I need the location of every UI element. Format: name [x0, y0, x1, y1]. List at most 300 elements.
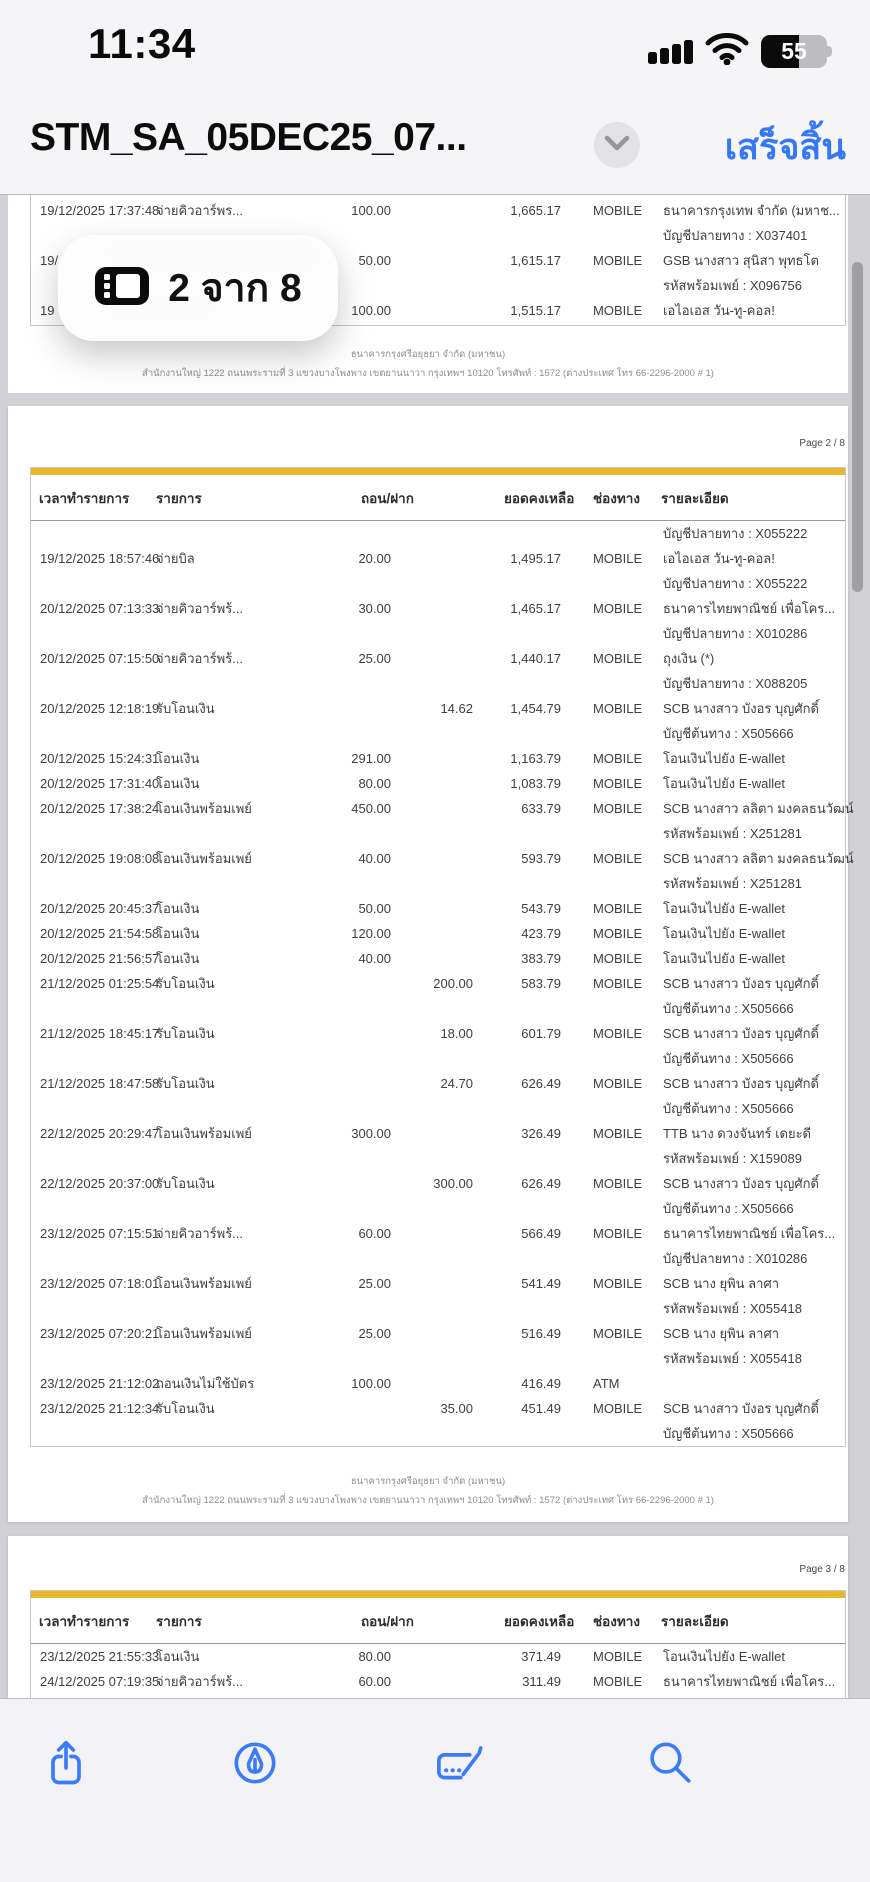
- bank-footer-line2: สำนักงานใหญ่ 1222 ถนนพระรามที่ 3 แขวงบางโพงพาง เขตยานนาวา กรุงเทพฯ 10120 โทรศัพท์ : 1572 (ต่างประเทศ โทร 66-2296-2000 # 1): [142, 368, 714, 379]
- detail-line-1: SCB นางสาว บังอร บุญศักดิ์: [663, 701, 819, 716]
- cell-time: 20/12/2025 21:56:57: [40, 951, 160, 966]
- cell-withdrawal: 50.00: [358, 253, 391, 268]
- cell-balance: 583.79: [521, 976, 561, 991]
- detail-line-1: GSB นางสาว สุนิสา พุทธโต: [663, 253, 819, 268]
- cell-balance: 326.49: [521, 1126, 561, 1141]
- cell-deposit: [391, 1644, 473, 1669]
- detail-line-2: บัญชีต้นทาง : X505666: [663, 1201, 794, 1216]
- header-channel: ช่องทาง: [593, 491, 640, 506]
- cell-details: [651, 971, 845, 1021]
- cell-balance: 1,083.79: [510, 776, 561, 791]
- cell-withdrawal: 40.00: [358, 951, 391, 966]
- cell-withdrawal: 300.00: [351, 1126, 391, 1141]
- table-row: [31, 921, 845, 946]
- cell-channel: MOBILE: [593, 253, 643, 268]
- bank-footer-line1: ธนาคารกรุงศรีอยุธยา จำกัด (มหาชน): [350, 1476, 506, 1487]
- detail-line-1: โอนเงินไปยัง E-wallet: [663, 926, 785, 941]
- cell-deposit: [391, 1121, 473, 1171]
- cell-withdrawal: 25.00: [358, 1326, 391, 1341]
- cell-channel: MOBILE: [593, 1076, 643, 1091]
- cell-channel: MOBILE: [593, 1126, 643, 1141]
- cell-balance: 626.49: [521, 1176, 561, 1191]
- cell-details: [651, 1644, 845, 1669]
- cell-channel: MOBILE: [593, 1026, 643, 1041]
- cell-description: รับโอนเงิน: [156, 1176, 215, 1191]
- cell-withdrawal: 291.00: [351, 751, 391, 766]
- detail-line-1: SCB นาง ยุพิน ลาศา: [663, 1276, 779, 1291]
- cell-channel: MOBILE: [593, 1649, 643, 1664]
- table-row: [31, 1021, 845, 1071]
- cell-details: [651, 1371, 845, 1396]
- cell-details: [651, 846, 854, 896]
- cell-withdrawal: [301, 521, 391, 546]
- cell-time: 23/12/2025 07:20:21: [40, 1326, 160, 1341]
- header-withdraw-deposit: ถอน/ฝาก: [361, 491, 414, 506]
- cell-description: รับโอนเงิน: [156, 701, 215, 716]
- chevron-down-icon: [604, 135, 630, 156]
- detail-line-1: ธนาคารไทยพาณิชย์ เพื่อโคร...: [663, 601, 836, 616]
- detail-line-1: SCB นางสาว บังอร บุญศักดิ์: [663, 976, 819, 991]
- cell-deposit: [391, 1371, 473, 1396]
- cell-description: จ่ายบิล: [156, 551, 195, 566]
- cell-description: โอนเงินพร้อมเพย์: [156, 801, 252, 816]
- detail-line-1: เอไอเอส วัน-ทู-คอล!: [663, 303, 775, 318]
- cell-channel: MOBILE: [593, 951, 643, 966]
- cell-withdrawal: 80.00: [358, 1649, 391, 1664]
- cell-details: [651, 596, 845, 646]
- cell-description: จ่ายคิวอาร์พร้...: [156, 1674, 244, 1689]
- table-row: [31, 896, 845, 921]
- cell-channel: MOBILE: [593, 851, 643, 866]
- bank-footer: [8, 345, 848, 383]
- search-icon: [644, 1776, 696, 1793]
- table-row: [31, 646, 845, 696]
- cell-balance: 423.79: [521, 926, 561, 941]
- cell-time: 20/12/2025 15:24:31: [40, 751, 160, 766]
- cell-time: 20/12/2025 07:13:33: [40, 601, 160, 616]
- statement-table: [30, 1590, 846, 1698]
- cell-deposit: [391, 248, 473, 298]
- cell-description: โอนเงิน: [156, 776, 200, 791]
- cell-deposit: [391, 1321, 473, 1371]
- cell-deposit: [391, 546, 473, 596]
- cell-details: [651, 521, 845, 546]
- table-body: [31, 1644, 845, 1694]
- cell-balance: 1,163.79: [510, 751, 561, 766]
- detail-line-1: โอนเงินไปยัง E-wallet: [663, 776, 785, 791]
- table-row: [31, 771, 845, 796]
- header-balance: ยอดคงเหลือ: [504, 491, 575, 506]
- markup-pen-icon: [229, 1776, 281, 1793]
- cell-channel: MOBILE: [593, 1176, 643, 1191]
- cell-time: 19/12/2025 18:57:46: [40, 551, 160, 566]
- cell-balance: 1,495.17: [510, 551, 561, 566]
- header-description: รายการ: [156, 1614, 202, 1629]
- cell-description: ถอนเงินไม่ใช้บัตร: [156, 1376, 255, 1391]
- cell-balance: 311.49: [522, 1674, 561, 1689]
- table-row: [31, 696, 845, 746]
- table-header: [31, 1598, 845, 1644]
- cell-deposit: 35.00: [440, 1401, 473, 1416]
- cell-withdrawal: 40.00: [358, 851, 391, 866]
- detail-line-1: SCB นางสาว ลลิตา มงคลธนวัฒน์: [663, 851, 854, 866]
- cell-deposit: [391, 896, 473, 921]
- cell-time: 23/12/2025 21:12:34: [40, 1401, 160, 1416]
- cell-channel: MOBILE: [593, 303, 643, 318]
- cell-deposit: [391, 846, 473, 896]
- done-button[interactable]: เสร็จสิ้น: [724, 126, 846, 167]
- detail-line-1: โอนเงินไปยัง E-wallet: [663, 751, 785, 766]
- cell-withdrawal: 25.00: [358, 1276, 391, 1291]
- detail-line-1: TTB นาง ดวงจันทร์ เดยะดี: [663, 1126, 811, 1141]
- detail-line-1: SCB นางสาว ลลิตา มงคลธนวัฒน์: [663, 801, 854, 816]
- cell-deposit: [391, 198, 473, 248]
- cell-channel: MOBILE: [593, 1276, 643, 1291]
- cell-details: [651, 1221, 845, 1271]
- detail-line-1: ธนาคารไทยพาณิชย์ เพื่อโคร...: [663, 1226, 836, 1241]
- form-fill-icon: [434, 1776, 486, 1793]
- cell-balance: 516.49: [521, 1326, 561, 1341]
- cell-time: 23/12/2025 21:55:33: [40, 1649, 160, 1664]
- cell-details: [651, 1171, 845, 1221]
- table-accent-bar: [31, 1591, 845, 1598]
- cell-channel: MOBILE: [593, 551, 643, 566]
- markup-button[interactable]: [229, 1737, 281, 1789]
- cell-description: โอนเงิน: [156, 926, 200, 941]
- cell-withdrawal: 20.00: [358, 551, 391, 566]
- cell-deposit: 200.00: [433, 976, 473, 991]
- detail-line-1: โอนเงินไปยัง E-wallet: [663, 951, 785, 966]
- table-row: [31, 1669, 845, 1694]
- cell-channel: MOBILE: [593, 651, 643, 666]
- share-button[interactable]: [40, 1737, 92, 1789]
- page-number-label: Page 3 / 8: [799, 1564, 845, 1575]
- fill-and-sign-button[interactable]: [434, 1737, 486, 1789]
- cell-details: [651, 198, 845, 248]
- cell-deposit: [391, 596, 473, 646]
- status-icons: [648, 32, 832, 70]
- cell-description: จ่ายคิวอาร์พร้...: [156, 1226, 244, 1241]
- cell-details: [651, 921, 845, 946]
- detail-line-2: รหัสพร้อมเพย์ : X251281: [663, 876, 802, 891]
- cell-time: 19/12/2025 17:37:48: [40, 203, 160, 218]
- header-withdraw-deposit: ถอน/ฝาก: [361, 1614, 414, 1629]
- cell-withdrawal: 450.00: [351, 801, 391, 816]
- detail-line-1: บัญชีปลายทาง : X055222: [663, 526, 808, 541]
- cell-time: 21/12/2025 18:45:17: [40, 1026, 160, 1041]
- pdf-page-2: [8, 406, 854, 1522]
- cell-withdrawal: [301, 696, 391, 746]
- cell-description: โอนเงิน: [156, 951, 200, 966]
- detail-line-1: SCB นางสาว บังอร บุญศักดิ์: [663, 1076, 819, 1091]
- page-indicator-pill: [58, 235, 338, 341]
- cell-description: โอนเงินพร้อมเพย์: [156, 1326, 252, 1341]
- bottom-toolbar: [0, 1698, 870, 1882]
- table-row: [31, 1396, 845, 1446]
- detail-line-2: บัญชีต้นทาง : X505666: [663, 1426, 794, 1441]
- battery-icon: [761, 35, 832, 68]
- cell-balance: 566.49: [521, 1226, 561, 1241]
- cellular-signal-icon: [648, 38, 693, 64]
- document-title: STM_SA_05DEC25_07...: [30, 116, 467, 159]
- cell-channel: MOBILE: [593, 901, 643, 916]
- table-row: [31, 521, 845, 546]
- cell-details: [651, 1669, 845, 1694]
- cell-description: โอนเงิน: [156, 901, 200, 916]
- cell-details: [651, 696, 845, 746]
- cell-balance: 541.49: [521, 1276, 561, 1291]
- cell-balance: 1,454.79: [510, 701, 561, 716]
- battery-percent: 55: [781, 37, 807, 64]
- cell-deposit: 14.62: [440, 701, 473, 716]
- cell-withdrawal: 60.00: [358, 1226, 391, 1241]
- cell-withdrawal: 120.00: [351, 926, 391, 941]
- cell-time: 20/12/2025 20:45:37: [40, 901, 160, 916]
- table-row: [31, 1371, 845, 1396]
- cell-deposit: [391, 298, 473, 323]
- cell-balance: 633.79: [521, 801, 561, 816]
- cell-time: 20/12/2025 17:38:24: [40, 801, 160, 816]
- detail-line-1: โอนเงินไปยัง E-wallet: [663, 901, 785, 916]
- cell-balance: 1,515.17: [510, 303, 561, 318]
- thumbnails-icon: [94, 266, 150, 311]
- cell-time: 22/12/2025 20:29:47: [40, 1126, 160, 1141]
- table-row: [31, 846, 854, 896]
- cell-time: 20/12/2025 21:54:58: [40, 926, 160, 941]
- cell-withdrawal: 25.00: [358, 651, 391, 666]
- cell-balance: 451.49: [521, 1401, 561, 1416]
- cell-balance: 626.49: [521, 1076, 561, 1091]
- top-bar: [0, 0, 870, 195]
- cell-time: 20/12/2025 19:08:08: [40, 851, 160, 866]
- cell-channel: MOBILE: [593, 1401, 643, 1416]
- cell-channel: MOBILE: [593, 926, 643, 941]
- cell-details: [651, 1396, 845, 1446]
- cell-withdrawal: 100.00: [351, 203, 391, 218]
- cell-description: รับโอนเงิน: [156, 1076, 215, 1091]
- detail-line-2: บัญชีปลายทาง : X055222: [663, 576, 808, 591]
- cell-time: 22/12/2025 20:37:00: [40, 1176, 160, 1191]
- cell-channel: MOBILE: [593, 1326, 643, 1341]
- cell-details: [651, 746, 845, 771]
- detail-line-2: บัญชีปลายทาง : X010286: [663, 1251, 808, 1266]
- cell-deposit: [391, 746, 473, 771]
- table-row: [31, 946, 845, 971]
- table-row: [31, 1121, 845, 1171]
- cell-withdrawal: [301, 1071, 391, 1121]
- cell-channel: MOBILE: [593, 776, 643, 791]
- cell-description: [156, 521, 301, 546]
- cell-description: จ่ายคิวอาร์พร้...: [156, 601, 244, 616]
- cell-channel: MOBILE: [593, 601, 643, 616]
- cell-withdrawal: 100.00: [351, 1376, 391, 1391]
- cell-withdrawal: [301, 1171, 391, 1221]
- cell-details: [651, 1321, 845, 1371]
- header-details: รายละเอียด: [661, 491, 729, 506]
- cell-details: [651, 1271, 845, 1321]
- cell-channel: MOBILE: [593, 203, 643, 218]
- pdf-scroll-area[interactable]: [0, 195, 870, 1698]
- detail-line-1: SCB นางสาว บังอร บุญศักดิ์: [663, 1026, 819, 1041]
- header-time: เวลาทำรายการ: [39, 491, 130, 506]
- table-row: [31, 1071, 845, 1121]
- search-button[interactable]: [644, 1737, 696, 1789]
- cell-deposit: [391, 771, 473, 796]
- bank-footer: [8, 1472, 848, 1510]
- cell-time: 19/: [40, 253, 59, 268]
- cell-channel: [561, 521, 651, 546]
- cell-withdrawal: 100.00: [351, 303, 391, 318]
- table-row: [31, 971, 845, 1021]
- cell-deposit: 300.00: [433, 1176, 473, 1191]
- detail-line-1: ธนาคารไทยพาณิชย์ เพื่อโคร...: [663, 1674, 836, 1689]
- cell-time: 20/12/2025 17:31:40: [40, 776, 160, 791]
- table-row: [31, 796, 854, 846]
- cell-time: 20/12/2025 07:15:50: [40, 651, 160, 666]
- header-time: เวลาทำรายการ: [39, 1614, 130, 1629]
- cell-time: 19: [40, 303, 55, 318]
- cell-withdrawal: 80.00: [358, 776, 391, 791]
- cell-details: [651, 248, 845, 298]
- cell-description: รับโอนเงิน: [156, 1401, 215, 1416]
- cell-deposit: [391, 646, 473, 696]
- cell-withdrawal: [301, 1021, 391, 1071]
- cell-description: รับโอนเงิน: [156, 1026, 215, 1041]
- detail-line-2: รหัสพร้อมเพย์ : X251281: [663, 826, 802, 841]
- page-number-label: Page 2 / 8: [799, 438, 845, 449]
- cell-balance: 1,440.17: [510, 651, 561, 666]
- cell-deposit: [391, 946, 473, 971]
- cell-deposit: [391, 1669, 473, 1694]
- detail-line-1: SCB นาง ยุพิน ลาศา: [663, 1326, 779, 1341]
- cell-balance: 1,615.17: [510, 253, 561, 268]
- detail-line-2: บัญชีต้นทาง : X505666: [663, 1051, 794, 1066]
- cell-balance: 543.79: [521, 901, 561, 916]
- cell-details: [651, 1021, 845, 1071]
- detail-line-1: SCB นางสาว บังอร บุญศักดิ์: [663, 1176, 819, 1191]
- status-clock: 11:34: [88, 20, 196, 67]
- table-header: [31, 475, 845, 521]
- table-row: [31, 546, 845, 596]
- detail-line-1: ธนาคารกรุงเทพ จำกัด (มหาช...: [663, 203, 840, 218]
- detail-line-2: บัญชีต้นทาง : X505666: [663, 1101, 794, 1116]
- detail-line-2: รหัสพร้อมเพย์ : X055418: [663, 1301, 802, 1316]
- table-row: [31, 1171, 845, 1221]
- cell-channel: MOBILE: [593, 1674, 643, 1689]
- table-row: [31, 746, 845, 771]
- cell-time: 21/12/2025 18:47:58: [40, 1076, 160, 1091]
- detail-line-1: ถุงเงิน (*): [663, 651, 715, 666]
- cell-channel: MOBILE: [593, 701, 643, 716]
- cell-description: จ่ายคิวอาร์พร้...: [156, 651, 244, 666]
- cell-description: โอนเงินพร้อมเพย์: [156, 1276, 252, 1291]
- cell-description: รับโอนเงิน: [156, 976, 215, 991]
- table-row: [31, 1644, 845, 1669]
- cell-channel: MOBILE: [593, 751, 643, 766]
- share-icon: [40, 1776, 92, 1793]
- cell-balance: 593.79: [521, 851, 561, 866]
- cell-balance: 601.79: [521, 1026, 561, 1041]
- cell-details: [651, 646, 845, 696]
- cell-description: โอนเงิน: [156, 751, 200, 766]
- cell-channel: ATM: [593, 1376, 620, 1391]
- cell-balance: 416.49: [521, 1376, 561, 1391]
- cell-description: โอนเงินพร้อมเพย์: [156, 851, 252, 866]
- header-balance: ยอดคงเหลือ: [504, 1614, 575, 1629]
- page-indicator-label: 2 จาก 8: [168, 267, 302, 310]
- cell-time: 24/12/2025 07:19:35: [40, 1674, 160, 1689]
- cell-deposit: [391, 796, 473, 846]
- detail-line-2: บัญชีปลายทาง : X088205: [663, 676, 808, 691]
- title-menu-button[interactable]: [594, 122, 640, 168]
- cell-withdrawal: 30.00: [358, 601, 391, 616]
- bank-footer-line1: ธนาคารกรุงศรีอยุธยา จำกัด (มหาชน): [350, 349, 506, 360]
- cell-withdrawal: [301, 1396, 391, 1446]
- table-row: [31, 1271, 845, 1321]
- detail-line-2: บัญชีต้นทาง : X505666: [663, 1001, 794, 1016]
- header-description: รายการ: [156, 491, 202, 506]
- vertical-scrollbar[interactable]: [852, 262, 863, 592]
- detail-line-2: รหัสพร้อมเพย์ : X159089: [663, 1151, 802, 1166]
- cell-channel: MOBILE: [593, 976, 643, 991]
- cell-time: 23/12/2025 21:12:02: [40, 1376, 160, 1391]
- cell-description: โอนเงิน: [156, 1649, 200, 1664]
- cell-deposit: [391, 1271, 473, 1321]
- cell-time: 23/12/2025 07:15:51: [40, 1226, 160, 1241]
- cell-details: [651, 546, 845, 596]
- cell-withdrawal: 60.00: [358, 1674, 391, 1689]
- cell-channel: MOBILE: [593, 801, 643, 816]
- cell-time: 21/12/2025 01:25:54: [40, 976, 160, 991]
- cell-time: 23/12/2025 07:18:01: [40, 1276, 160, 1291]
- table-row: [31, 596, 845, 646]
- pdf-page-3-fragment: [8, 1536, 848, 1698]
- wifi-icon: [705, 32, 749, 70]
- cell-deposit: [391, 921, 473, 946]
- statement-table: [30, 467, 854, 1447]
- detail-line-1: โอนเงินไปยัง E-wallet: [663, 1649, 785, 1664]
- cell-balance: 1,465.17: [510, 601, 561, 616]
- cell-withdrawal: [301, 971, 391, 1021]
- cell-details: [651, 298, 845, 323]
- cell-details: [651, 771, 845, 796]
- table-body: [31, 521, 854, 1446]
- table-accent-bar: [31, 468, 845, 475]
- detail-line-2: บัญชีปลายทาง : X010286: [663, 626, 808, 641]
- detail-line-1: SCB นางสาว บังอร บุญศักดิ์: [663, 1401, 819, 1416]
- header-details: รายละเอียด: [661, 1614, 729, 1629]
- cell-description: จ่ายคิวอาร์พร...: [156, 203, 244, 218]
- cell-balance: 383.79: [521, 951, 561, 966]
- detail-line-2: รหัสพร้อมเพย์ : X055418: [663, 1351, 802, 1366]
- cell-details: [651, 1071, 845, 1121]
- detail-line-2: บัญชีต้นทาง : X505666: [663, 726, 794, 741]
- cell-deposit: 18.00: [440, 1026, 473, 1041]
- cell-balance: 371.49: [521, 1649, 561, 1664]
- header-channel: ช่องทาง: [593, 1614, 640, 1629]
- detail-line-2: บัญชีปลายทาง : X037401: [663, 228, 808, 243]
- table-row: [31, 1221, 845, 1271]
- bank-footer-line2: สำนักงานใหญ่ 1222 ถนนพระรามที่ 3 แขวงบางโพงพาง เขตยานนาวา กรุงเทพฯ 10120 โทรศัพท์ : 1572 (ต่างประเทศ โทร 66-2296-2000 # 1): [142, 1495, 714, 1506]
- cell-deposit: 24.70: [440, 1076, 473, 1091]
- detail-line-2: รหัสพร้อมเพย์ : X096756: [663, 278, 802, 293]
- cell-details: [651, 796, 854, 846]
- cell-time: 20/12/2025 12:18:19: [40, 701, 160, 716]
- cell-time: [31, 521, 156, 546]
- table-row: [31, 1321, 845, 1371]
- cell-balance: [473, 521, 561, 546]
- cell-description: โอนเงินพร้อมเพย์: [156, 1126, 252, 1141]
